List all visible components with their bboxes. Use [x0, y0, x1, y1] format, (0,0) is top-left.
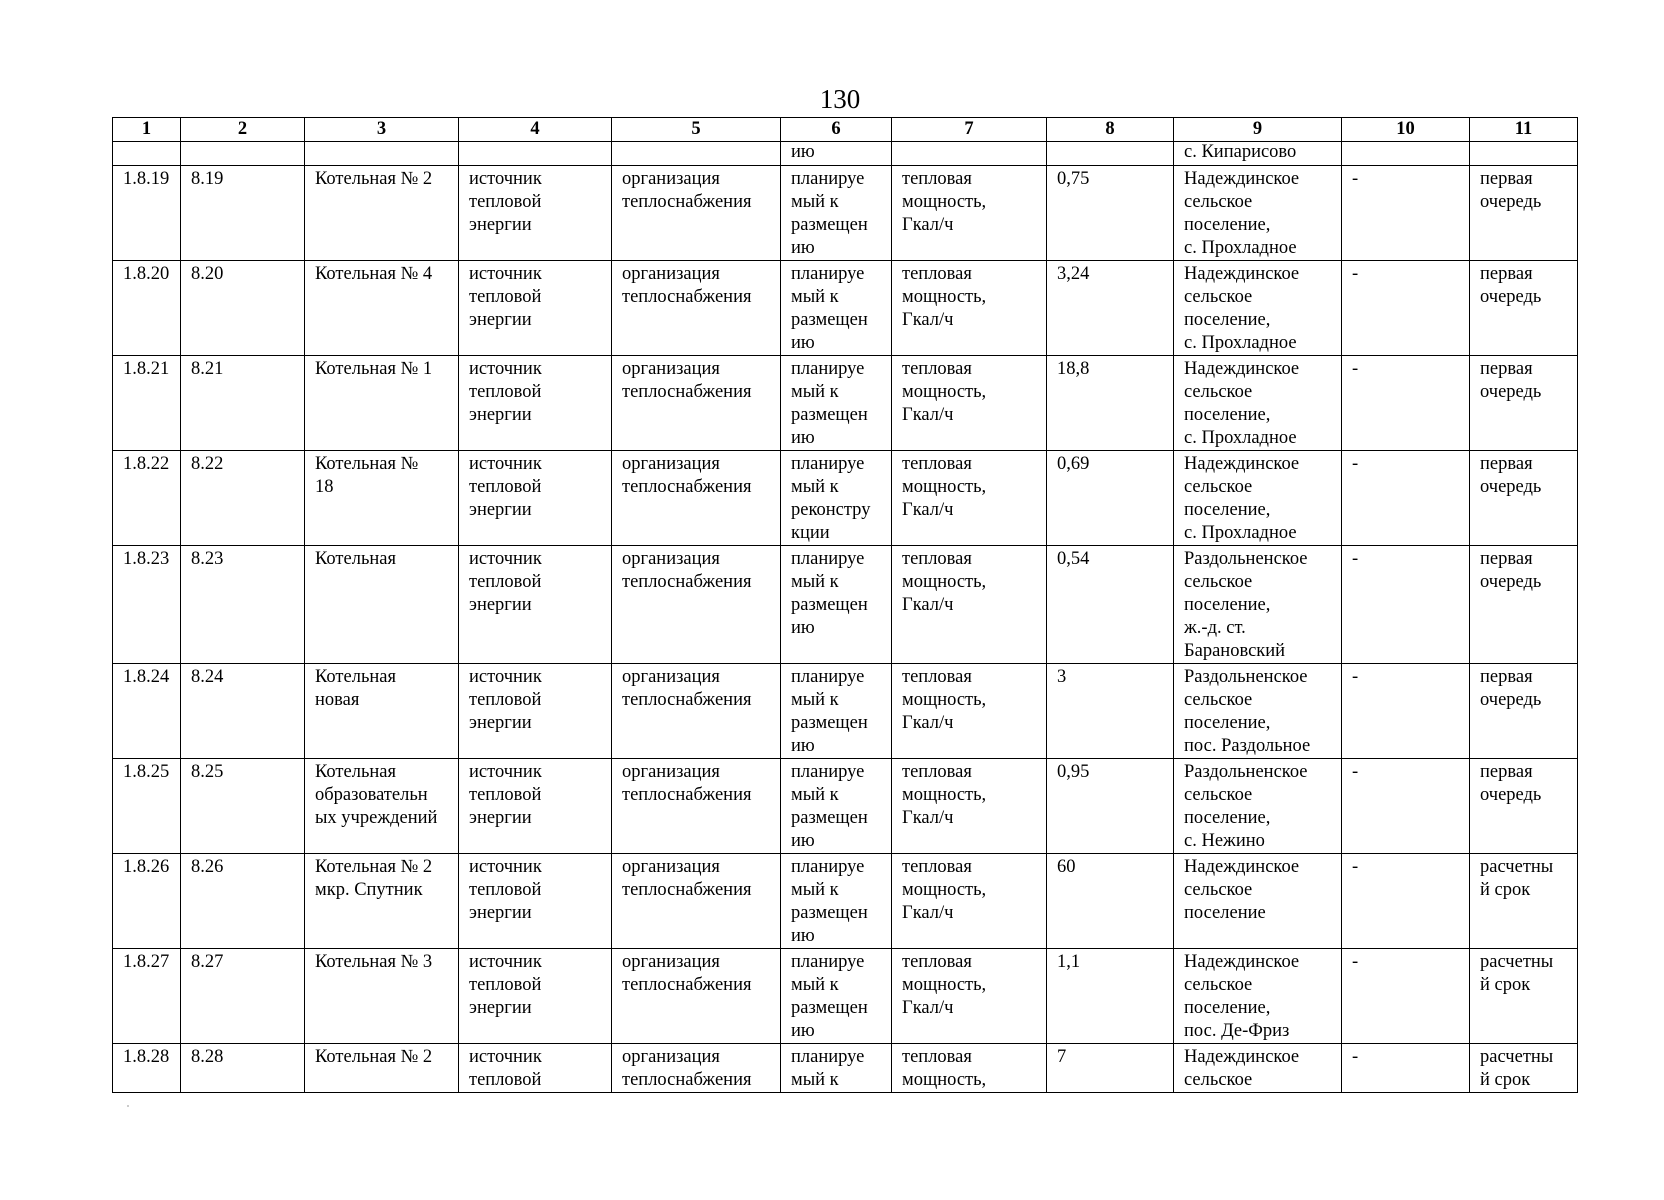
table-cell-c7: тепловая мощность, [892, 1044, 1047, 1093]
table-cell-c4: источник тепловой энергии [459, 356, 612, 451]
table-cell-c5: организация теплоснабжения [612, 854, 781, 949]
table-cell-c8: 60 [1047, 854, 1174, 949]
table-cell-c11: первая очередь [1470, 166, 1578, 261]
table-cell-c7: тепловая мощность, Гкал/ч [892, 356, 1047, 451]
table-cell-c5: организация теплоснабжения [612, 949, 781, 1044]
table-cell-c5: организация теплоснабжения [612, 356, 781, 451]
table-cell-c11: первая очередь [1470, 759, 1578, 854]
continuation-row [113, 142, 1578, 166]
table-cell-c1: 1.8.27 [113, 949, 181, 1044]
table-cell [1342, 142, 1470, 166]
column-header: 1 [113, 118, 181, 142]
table-cell-c1: 1.8.24 [113, 664, 181, 759]
table-cell-c9: Надеждинское сельское поселение, с. Прохладное [1174, 356, 1342, 451]
table-cell-c4: источник тепловой энергии [459, 261, 612, 356]
table-cell-c2: 8.28 [181, 1044, 305, 1093]
table-cell-c8: 0,75 [1047, 166, 1174, 261]
table-cell-c5: организация теплоснабжения [612, 451, 781, 546]
table-cell-c9: Раздольненское сельское поселение, с. Нежино [1174, 759, 1342, 854]
column-header: 5 [612, 118, 781, 142]
table-cell-c7: тепловая мощность, Гкал/ч [892, 854, 1047, 949]
table-cell-c4: источник тепловой энергии [459, 166, 612, 261]
table-cell-c11: первая очередь [1470, 546, 1578, 664]
table-row [113, 166, 1578, 261]
table-cell-c10: - [1342, 854, 1470, 949]
table-cell-c4: источник тепловой энергии [459, 546, 612, 664]
table-cell-c7: тепловая мощность, Гкал/ч [892, 166, 1047, 261]
table-cell-c9: Надеждинское сельское поселение, с. Прохладное [1174, 451, 1342, 546]
table-cell-c4: источник тепловой [459, 1044, 612, 1093]
table-row [113, 356, 1578, 451]
table-cell [892, 142, 1047, 166]
header-row [113, 118, 1578, 142]
table-cell-c5: организация теплоснабжения [612, 759, 781, 854]
table-cell [1470, 142, 1578, 166]
table-cell-c11: первая очередь [1470, 451, 1578, 546]
table-cell-c1: 1.8.20 [113, 261, 181, 356]
table-cell-c9: Раздольненское сельское поселение, ж.-д. ст. Барановский [1174, 546, 1342, 664]
table-cell-c6: планируе мый к размещен ию [781, 664, 892, 759]
column-header: 8 [1047, 118, 1174, 142]
table-cell-c8: 3 [1047, 664, 1174, 759]
table-cell-c6: планируе мый к размещен ию [781, 356, 892, 451]
table-cell-c8: 18,8 [1047, 356, 1174, 451]
table-cell-c5: организация теплоснабжения [612, 261, 781, 356]
table-cell-c2: 8.20 [181, 261, 305, 356]
column-header: 6 [781, 118, 892, 142]
table-cell-c1: 1.8.19 [113, 166, 181, 261]
column-header: 9 [1174, 118, 1342, 142]
table-cell-c9: Надеждинское сельское поселение, пос. Де-Фриз [1174, 949, 1342, 1044]
table-cell-c6: планируе мый к размещен ию [781, 546, 892, 664]
table-cell-c11: расчетны й срок [1470, 854, 1578, 949]
table-cell-c9: Надеждинское сельское [1174, 1044, 1342, 1093]
table-cell-c2: 8.27 [181, 949, 305, 1044]
table-cell-c2: 8.23 [181, 546, 305, 664]
column-header: 7 [892, 118, 1047, 142]
document-table [112, 117, 1578, 1093]
table-row [113, 546, 1578, 664]
table-cell-c4: источник тепловой энергии [459, 759, 612, 854]
table-cell-c3: Котельная [305, 546, 459, 664]
table-cell-c2: 8.21 [181, 356, 305, 451]
table-cell-c7: тепловая мощность, Гкал/ч [892, 451, 1047, 546]
table-cell-c10: - [1342, 356, 1470, 451]
table-cell-c3: Котельная образовательн ых учреждений [305, 759, 459, 854]
table-cell-c9: Раздольненское сельское поселение, пос. Раздольное [1174, 664, 1342, 759]
table-cell-c9: Надеждинское сельское поселение, с. Прохладное [1174, 261, 1342, 356]
column-header: 2 [181, 118, 305, 142]
column-header: 3 [305, 118, 459, 142]
table-cell: ию [781, 142, 892, 166]
table-cell-c3: Котельная № 4 [305, 261, 459, 356]
table-cell-c10: - [1342, 1044, 1470, 1093]
table-cell-c1: 1.8.28 [113, 1044, 181, 1093]
table-cell-c3: Котельная № 2 мкр. Спутник [305, 854, 459, 949]
table-cell-c7: тепловая мощность, Гкал/ч [892, 949, 1047, 1044]
table-cell-c3: Котельная № 1 [305, 356, 459, 451]
table-row [113, 759, 1578, 854]
column-header: 11 [1470, 118, 1578, 142]
table-cell-c8: 0,95 [1047, 759, 1174, 854]
table-row [113, 664, 1578, 759]
table-cell-c5: организация теплоснабжения [612, 664, 781, 759]
table-cell-c10: - [1342, 261, 1470, 356]
table-cell-c7: тепловая мощность, Гкал/ч [892, 759, 1047, 854]
table-cell-c3: Котельная № 18 [305, 451, 459, 546]
table-cell-c9: Надеждинское сельское поселение, с. Прохладное [1174, 166, 1342, 261]
table-cell-c8: 1,1 [1047, 949, 1174, 1044]
table-cell-c10: - [1342, 451, 1470, 546]
table-cell-c1: 1.8.21 [113, 356, 181, 451]
table-cell-c8: 3,24 [1047, 261, 1174, 356]
table-cell-c8: 7 [1047, 1044, 1174, 1093]
table-cell-c11: первая очередь [1470, 664, 1578, 759]
column-header: 10 [1342, 118, 1470, 142]
table-cell-c4: источник тепловой энергии [459, 949, 612, 1044]
table-cell-c11: расчетны й срок [1470, 1044, 1578, 1093]
table-cell-c1: 1.8.23 [113, 546, 181, 664]
table-cell-c3: Котельная № 2 [305, 1044, 459, 1093]
table-cell-c6: планируе мый к размещен ию [781, 949, 892, 1044]
table-cell-c6: планируе мый к размещен ию [781, 759, 892, 854]
table-cell-c6: планируе мый к размещен ию [781, 854, 892, 949]
table-cell-c9: Надеждинское сельское поселение [1174, 854, 1342, 949]
table-cell-c4: источник тепловой энергии [459, 854, 612, 949]
table-cell-c6: планируе мый к [781, 1044, 892, 1093]
table-cell-c10: - [1342, 759, 1470, 854]
table-cell-c4: источник тепловой энергии [459, 664, 612, 759]
table-cell-c1: 1.8.22 [113, 451, 181, 546]
table-cell-c7: тепловая мощность, Гкал/ч [892, 664, 1047, 759]
column-header: 4 [459, 118, 612, 142]
table-cell [612, 142, 781, 166]
table-cell-c2: 8.25 [181, 759, 305, 854]
table-cell-c11: расчетны й срок [1470, 949, 1578, 1044]
table-cell-c2: 8.19 [181, 166, 305, 261]
table-cell [305, 142, 459, 166]
table-row [113, 261, 1578, 356]
table-row [113, 1044, 1578, 1093]
table-cell-c8: 0,54 [1047, 546, 1174, 664]
table-cell-c6: планируе мый к реконстру кции [781, 451, 892, 546]
table-row [113, 854, 1578, 949]
table-cell [1047, 142, 1174, 166]
table-cell-c6: планируе мый к размещен ию [781, 261, 892, 356]
table-cell-c7: тепловая мощность, Гкал/ч [892, 546, 1047, 664]
table-cell-c8: 0,69 [1047, 451, 1174, 546]
table-row [113, 949, 1578, 1044]
table-row [113, 451, 1578, 546]
scan-speck [127, 1105, 129, 1107]
table-cell-c10: - [1342, 166, 1470, 261]
table-cell-c5: организация теплоснабжения [612, 166, 781, 261]
table-cell-c10: - [1342, 949, 1470, 1044]
table-cell-c2: 8.24 [181, 664, 305, 759]
table-cell [459, 142, 612, 166]
table-cell-c5: организация теплоснабжения [612, 1044, 781, 1093]
table-cell [181, 142, 305, 166]
table-cell-c7: тепловая мощность, Гкал/ч [892, 261, 1047, 356]
table-cell-c5: организация теплоснабжения [612, 546, 781, 664]
table-cell-c2: 8.22 [181, 451, 305, 546]
table-cell-c3: Котельная № 2 [305, 166, 459, 261]
table-cell-c11: первая очередь [1470, 356, 1578, 451]
table-cell: с. Кипарисово [1174, 142, 1342, 166]
table-cell-c3: Котельная № 3 [305, 949, 459, 1044]
table-cell [113, 142, 181, 166]
table-cell-c2: 8.26 [181, 854, 305, 949]
table-cell-c10: - [1342, 546, 1470, 664]
table-cell-c3: Котельная новая [305, 664, 459, 759]
table-cell-c1: 1.8.26 [113, 854, 181, 949]
table-cell-c6: планируе мый к размещен ию [781, 166, 892, 261]
table-cell-c11: первая очередь [1470, 261, 1578, 356]
table-cell-c1: 1.8.25 [113, 759, 181, 854]
table-cell-c4: источник тепловой энергии [459, 451, 612, 546]
table-cell-c10: - [1342, 664, 1470, 759]
page-number: 130 [819, 84, 861, 114]
